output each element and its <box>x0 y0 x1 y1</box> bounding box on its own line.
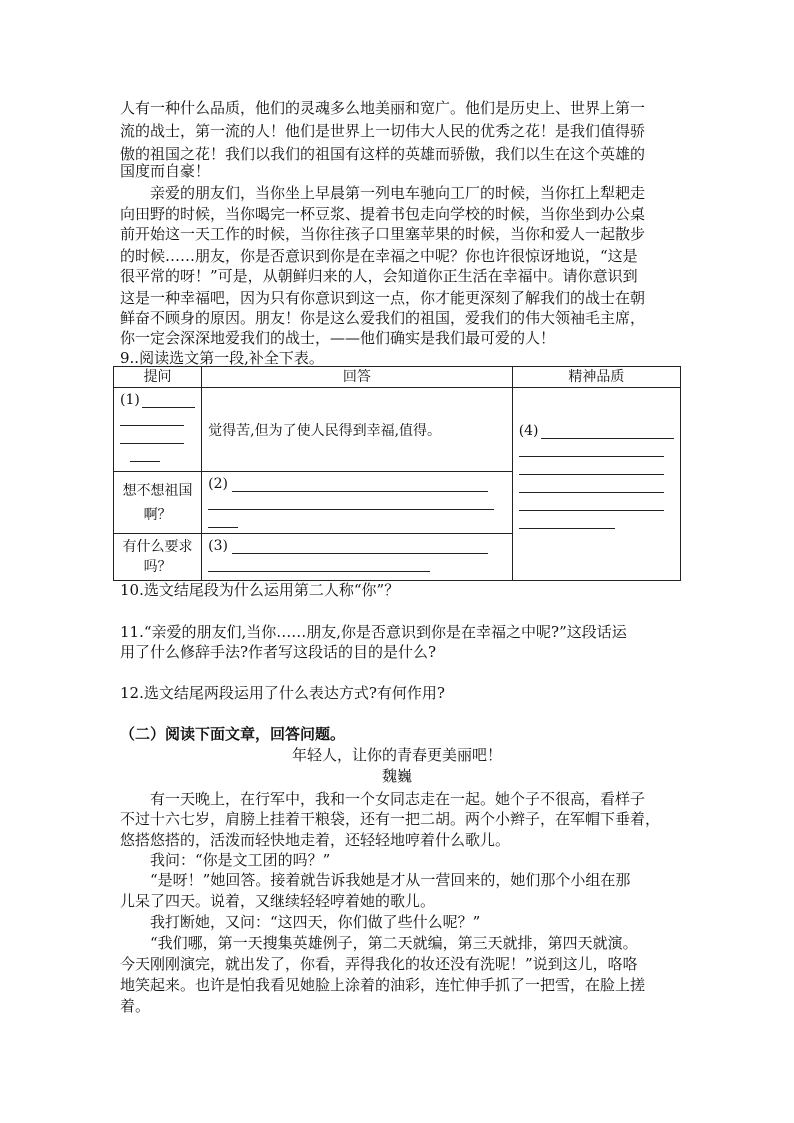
question-11-line: 11.“亲爱的朋友们,当你……朋友,你是否意识到你是在幸福之中呢?”这段话运 <box>120 623 627 641</box>
answer-blank[interactable] <box>208 510 238 528</box>
answer-blank[interactable] <box>519 475 664 493</box>
article-line: 悠搭悠搭的，活泼而轻快地走着，还轻轻地哼着什么歌儿。 <box>120 831 511 849</box>
question-cell-2 <box>114 472 202 534</box>
blank-number: (1) <box>120 392 140 408</box>
passage-line: 这是一种幸福吧，因为只有你意识到这一点，你才能更深刻了解我们的战士在朝 <box>120 289 646 307</box>
answer-blank[interactable] <box>232 539 488 554</box>
article-author: 魏巍 <box>381 767 412 785</box>
article-line: 今天刚刚演完，就出发了，你看，弄得我化的妆还没有洗呢！”说到这儿，咯咯 <box>120 955 638 973</box>
question-9-table <box>113 366 681 581</box>
article-line: 我打断她，又问：“这四天，你们做了些什么呢？” <box>150 913 481 931</box>
answer-blank[interactable] <box>519 493 664 511</box>
passage-line: 向田野的时候，当你喝完一杯豆浆、提着书包走向学校的时候，当你坐到办公桌 <box>120 205 646 223</box>
passage-line: 亲爱的朋友们，当你坐上早晨第一列电车驰向工厂的时候，当你扛上犁耙走 <box>150 184 646 202</box>
answer-blank[interactable] <box>232 477 488 492</box>
passage-line: 国度而自豪！ <box>120 162 211 180</box>
answer-blank[interactable] <box>208 492 494 510</box>
table-header-question: 提问 <box>114 367 202 388</box>
answer-blank[interactable] <box>142 393 195 408</box>
blank-number: (4) <box>518 423 539 439</box>
blank-number: (2) <box>208 476 228 492</box>
passage-line: 人有一种什么品质，他们的灵魂多么地美丽和宽广。他们是历史上、世界上第一 <box>120 99 646 117</box>
answer-blank[interactable] <box>130 444 160 462</box>
passage-line: 流的战士，第一流的人！他们是世界上一切伟大人民的优秀之花！是我们值得骄 <box>120 122 646 140</box>
article-line: “我们哪，第一天搜集英雄例子，第二天就编，第三天就排，第四天就演。 <box>150 934 638 952</box>
section-heading: （二）阅读下面文章，回答问题。 <box>120 725 346 743</box>
passage-line: 前开始这一天工作的时候，当你往孩子口里塞苹果的时候，当你和爱人一起散步 <box>120 225 646 243</box>
question-9-prompt: 9..阅读选文第一段,补全下表。 <box>120 349 324 367</box>
blank-number: (3) <box>208 538 228 554</box>
passage-line: 的时候……朋友，你是否意识到你是在幸福之中呢？你也许很惊讶地说，“这是 <box>120 247 638 265</box>
blank-cell-2[interactable] <box>202 472 513 534</box>
question-cell-3 <box>114 534 202 581</box>
article-line: 有一天晚上，在行军中，我和一个女同志走在一起。她个子不很高，看样子 <box>150 790 646 808</box>
answer-text: 觉得苦,但为了使人民得到幸福,值得。 <box>208 422 442 439</box>
table-header-answer: 回答 <box>202 367 513 388</box>
article-line: 儿呆了四天。说着，又继续轻轻哼着她的歌儿。 <box>120 892 436 910</box>
answer-blank[interactable] <box>208 554 430 572</box>
passage-line: 很平常的呀！”可是，从朝鲜归来的人，会知道你正生活在幸福中。请你意识到 <box>120 267 638 285</box>
answer-blank[interactable] <box>519 439 664 457</box>
article-line: 着。 <box>120 997 151 1015</box>
answer-blank[interactable] <box>120 426 184 444</box>
passage-line: 你一定会深深地爱我们的战士，——他们确实是我们最可爱的人！ <box>120 329 556 347</box>
blank-cell-1[interactable] <box>114 388 202 472</box>
article-title: 年轻人，让你的青春更美丽吧！ <box>291 746 502 764</box>
question-12: 12.选文结尾两段运用了什么表达方式?有何作用? <box>120 684 445 702</box>
blank-cell-3[interactable] <box>202 534 513 581</box>
article-line: 地笑起来。也许是怕我看见她脸上涂着的油彩，连忙伸手抓了一把雪，在脸上搓 <box>120 976 646 994</box>
answer-blank[interactable] <box>541 424 674 439</box>
table-header-quality: 精神品质 <box>512 367 680 388</box>
answer-cell-1 <box>202 388 513 472</box>
article-line: 我问：“你是文工团的吗？” <box>150 851 331 869</box>
question-text: 有什么要求吗？ <box>122 539 193 575</box>
question-text: 想不想祖国啊？ <box>122 482 193 523</box>
passage-line: 傲的祖国之花！我们以我们的祖国有这样的英雄而骄傲，我们以生在这个英雄的 <box>120 145 646 163</box>
blank-cell-4[interactable] <box>512 388 680 581</box>
article-line: “是呀！”她回答。接着就告诉我她是才从一营回来的，她们那个小组在那 <box>150 871 631 889</box>
question-11-line: 用了什么修辞手法?作者写这段话的目的是什么? <box>120 643 437 661</box>
passage-line: 鲜奋不顾身的原因。朋友！你是这么爱我们的祖国，爱我们的伟大领袖毛主席， <box>120 309 646 327</box>
question-10: 10.选文结尾段为什么运用第二人称“你”？ <box>120 581 400 599</box>
article-line: 不过十六七岁，肩膀上挂着干粮袋，还有一把二胡。两个小辫子，在军帽下垂着， <box>120 810 661 828</box>
answer-blank[interactable] <box>120 408 184 426</box>
answer-blank[interactable] <box>519 511 615 529</box>
answer-blank[interactable] <box>519 457 664 475</box>
